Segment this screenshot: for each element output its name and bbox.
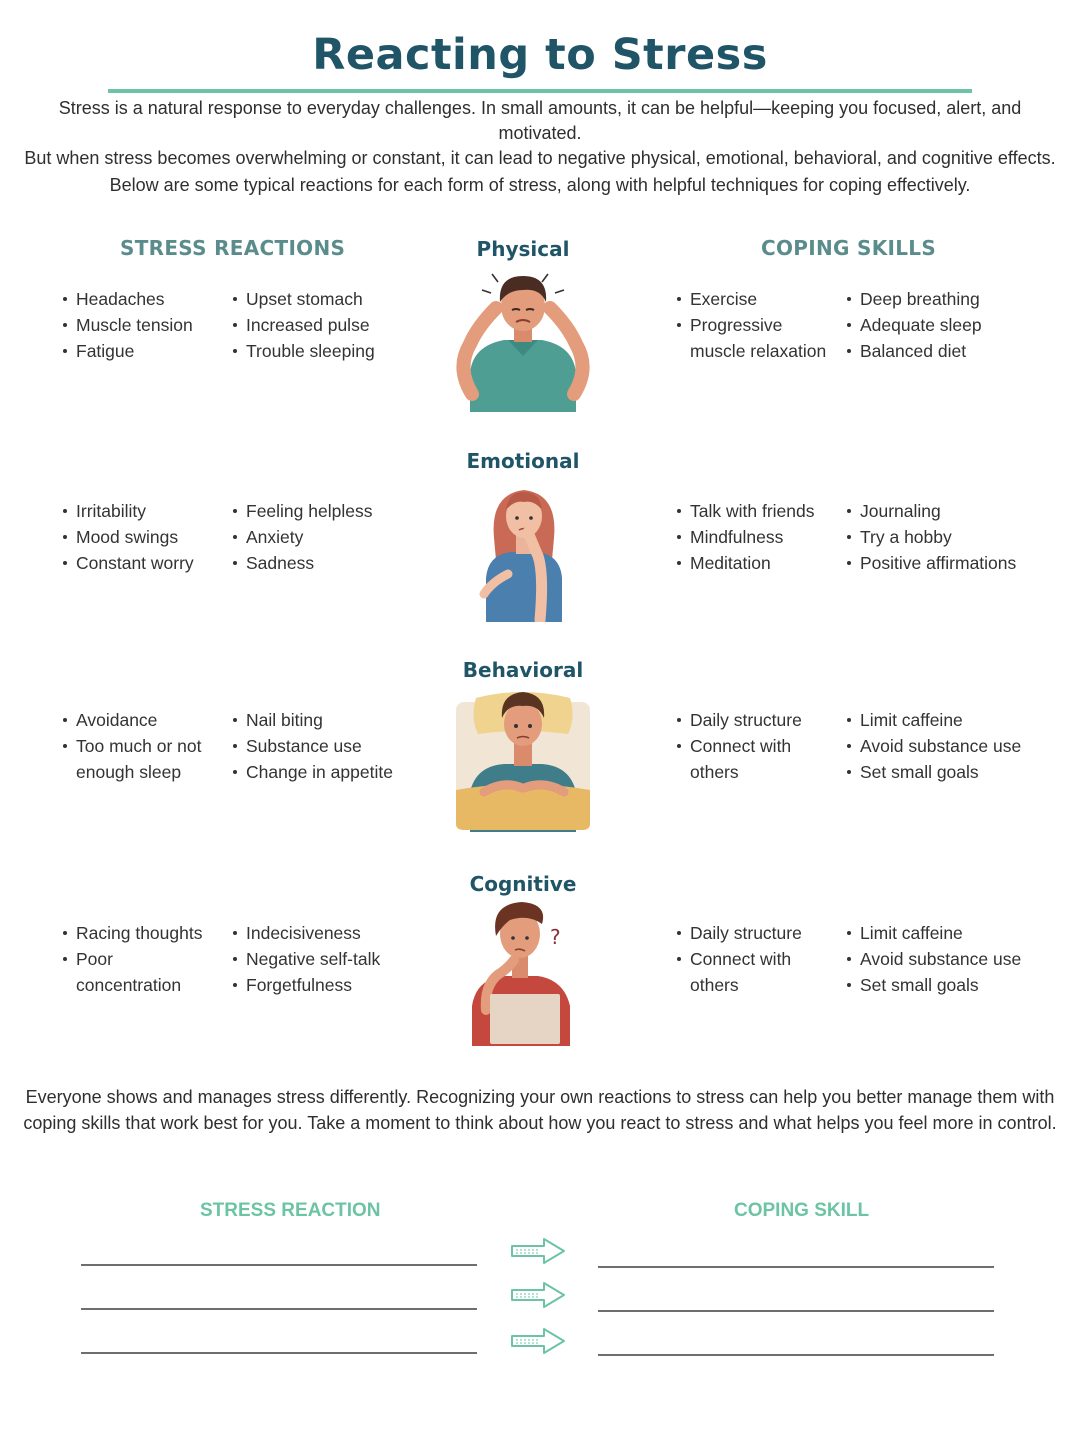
list-item-text: Connect with [690,949,792,969]
arrow-right-icon [510,1326,566,1356]
list-item: Meditation [676,550,815,576]
worried-woman-icon [478,474,570,622]
list-item: Fatigue [62,338,193,364]
list-item-continuation: concentration [76,975,182,995]
category-emotional: Emotional [466,449,580,473]
list-item [62,946,202,998]
cognitive-coping-list-1 [676,920,802,998]
list-item: Try a hobby [846,524,1016,550]
list-item: Negative self-talk [232,946,380,972]
list-item: Constant worry [62,550,194,576]
list-item: Trouble sleeping [232,338,375,364]
intro-note: Below are some typical reactions for each form of stress, along with helpful techniques for coping effectively. [109,175,971,195]
svg-text:?: ? [550,925,561,949]
list-item: Exercise [676,286,826,312]
list-item: Racing thoughts [62,920,202,946]
list-item: Talk with friends [676,498,815,524]
category-cognitive: Cognitive [469,872,577,896]
list-item [676,312,826,364]
cognitive-reactions-list-1 [62,920,202,998]
list-item-text: Progressive [690,315,783,335]
page-title: Reacting to Stress [312,30,768,80]
headache-person-icon [452,264,594,412]
emotional-reactions-list-2 [232,498,372,576]
list-item: Adequate sleep [846,312,982,338]
coping-skill-heading: COPING SKILL [734,1200,870,1221]
coping-skill-blank-line[interactable] [598,1266,994,1268]
behavioral-coping-list-1 [676,707,802,785]
list-item: Daily structure [676,920,802,946]
list-item: Avoidance [62,707,201,733]
list-item-continuation: enough sleep [76,762,182,782]
stress-reaction-blank-line[interactable] [81,1264,477,1266]
list-item-text: Too much or not [76,736,202,756]
intro-paragraph [20,96,1060,171]
list-item: Forgetfulness [232,972,380,998]
list-item: Set small goals [846,972,1021,998]
emotional-reactions-list-1 [62,498,194,576]
behavioral-reactions-list-1 [62,707,201,785]
list-item [676,733,802,785]
arrow-right-icon [510,1236,566,1266]
list-item: Deep breathing [846,286,982,312]
list-item: Anxiety [232,524,372,550]
list-item: Set small goals [846,759,1021,785]
list-item-continuation: muscle relaxation [690,341,827,361]
list-item: Avoid substance use [846,733,1021,759]
list-item: Upset stomach [232,286,375,312]
title-underline [108,89,972,93]
list-item-continuation: others [690,762,739,782]
list-item: Mindfulness [676,524,815,550]
behavioral-coping-list-2 [846,707,1021,785]
list-item: Nail biting [232,707,393,733]
coping-skills-heading: COPING SKILLS [761,236,937,260]
list-item: Balanced diet [846,338,982,364]
behavioral-reactions-list-2 [232,707,393,785]
sleepless-person-icon [454,684,592,832]
intro-line: Stress is a natural response to everyday challenges. In small amounts, it can be helpful—keeping you focused, alert, and motivated. [58,98,1022,143]
physical-reactions-list-1 [62,286,193,364]
list-item-text: Connect with [690,736,792,756]
list-item: Indecisiveness [232,920,380,946]
emotional-coping-list-1 [676,498,815,576]
list-item-continuation: others [690,975,739,995]
physical-coping-list-2 [846,286,982,364]
list-item-text: Poor [76,949,113,969]
coping-skill-blank-line[interactable] [598,1354,994,1356]
category-physical: Physical [476,237,570,261]
list-item: Mood swings [62,524,194,550]
list-item: Feeling helpless [232,498,372,524]
list-item: Change in appetite [232,759,393,785]
list-item: Headaches [62,286,193,312]
stress-reaction-blank-line[interactable] [81,1352,477,1354]
list-item: Increased pulse [232,312,375,338]
list-item [676,946,802,998]
list-item: Avoid substance use [846,946,1021,972]
list-item: Limit caffeine [846,707,1021,733]
emotional-coping-list-2 [846,498,1016,576]
confused-person-icon [466,898,578,1046]
category-behavioral: Behavioral [462,658,584,682]
stress-reaction-heading: STRESS REACTION [200,1200,381,1221]
cognitive-reactions-list-2 [232,920,380,998]
list-item: Journaling [846,498,1016,524]
closing-line: coping skills that work best for you. Take a moment to think about how you react to stress and what helps you feel more in control. [23,1113,1057,1133]
cognitive-coping-list-2 [846,920,1021,998]
list-item [62,733,201,785]
physical-reactions-list-2 [232,286,375,364]
arrow-right-icon [510,1280,566,1310]
closing-paragraph [20,1084,1060,1136]
list-item: Daily structure [676,707,802,733]
physical-coping-list-1 [676,286,826,364]
coping-skill-blank-line[interactable] [598,1310,994,1312]
list-item: Positive affirmations [846,550,1016,576]
closing-line: Everyone shows and manages stress differently. Recognizing your own reactions to stress can help you better manage them with [25,1087,1055,1107]
stress-reactions-heading: STRESS REACTIONS [120,236,346,260]
stress-reaction-blank-line[interactable] [81,1308,477,1310]
intro-line: But when stress becomes overwhelming or constant, it can lead to negative physical, emotional, behavioral, and cognitive effects. [24,148,1056,168]
list-item: Limit caffeine [846,920,1021,946]
list-item: Sadness [232,550,372,576]
list-item: Irritability [62,498,194,524]
list-item: Substance use [232,733,393,759]
list-item: Muscle tension [62,312,193,338]
